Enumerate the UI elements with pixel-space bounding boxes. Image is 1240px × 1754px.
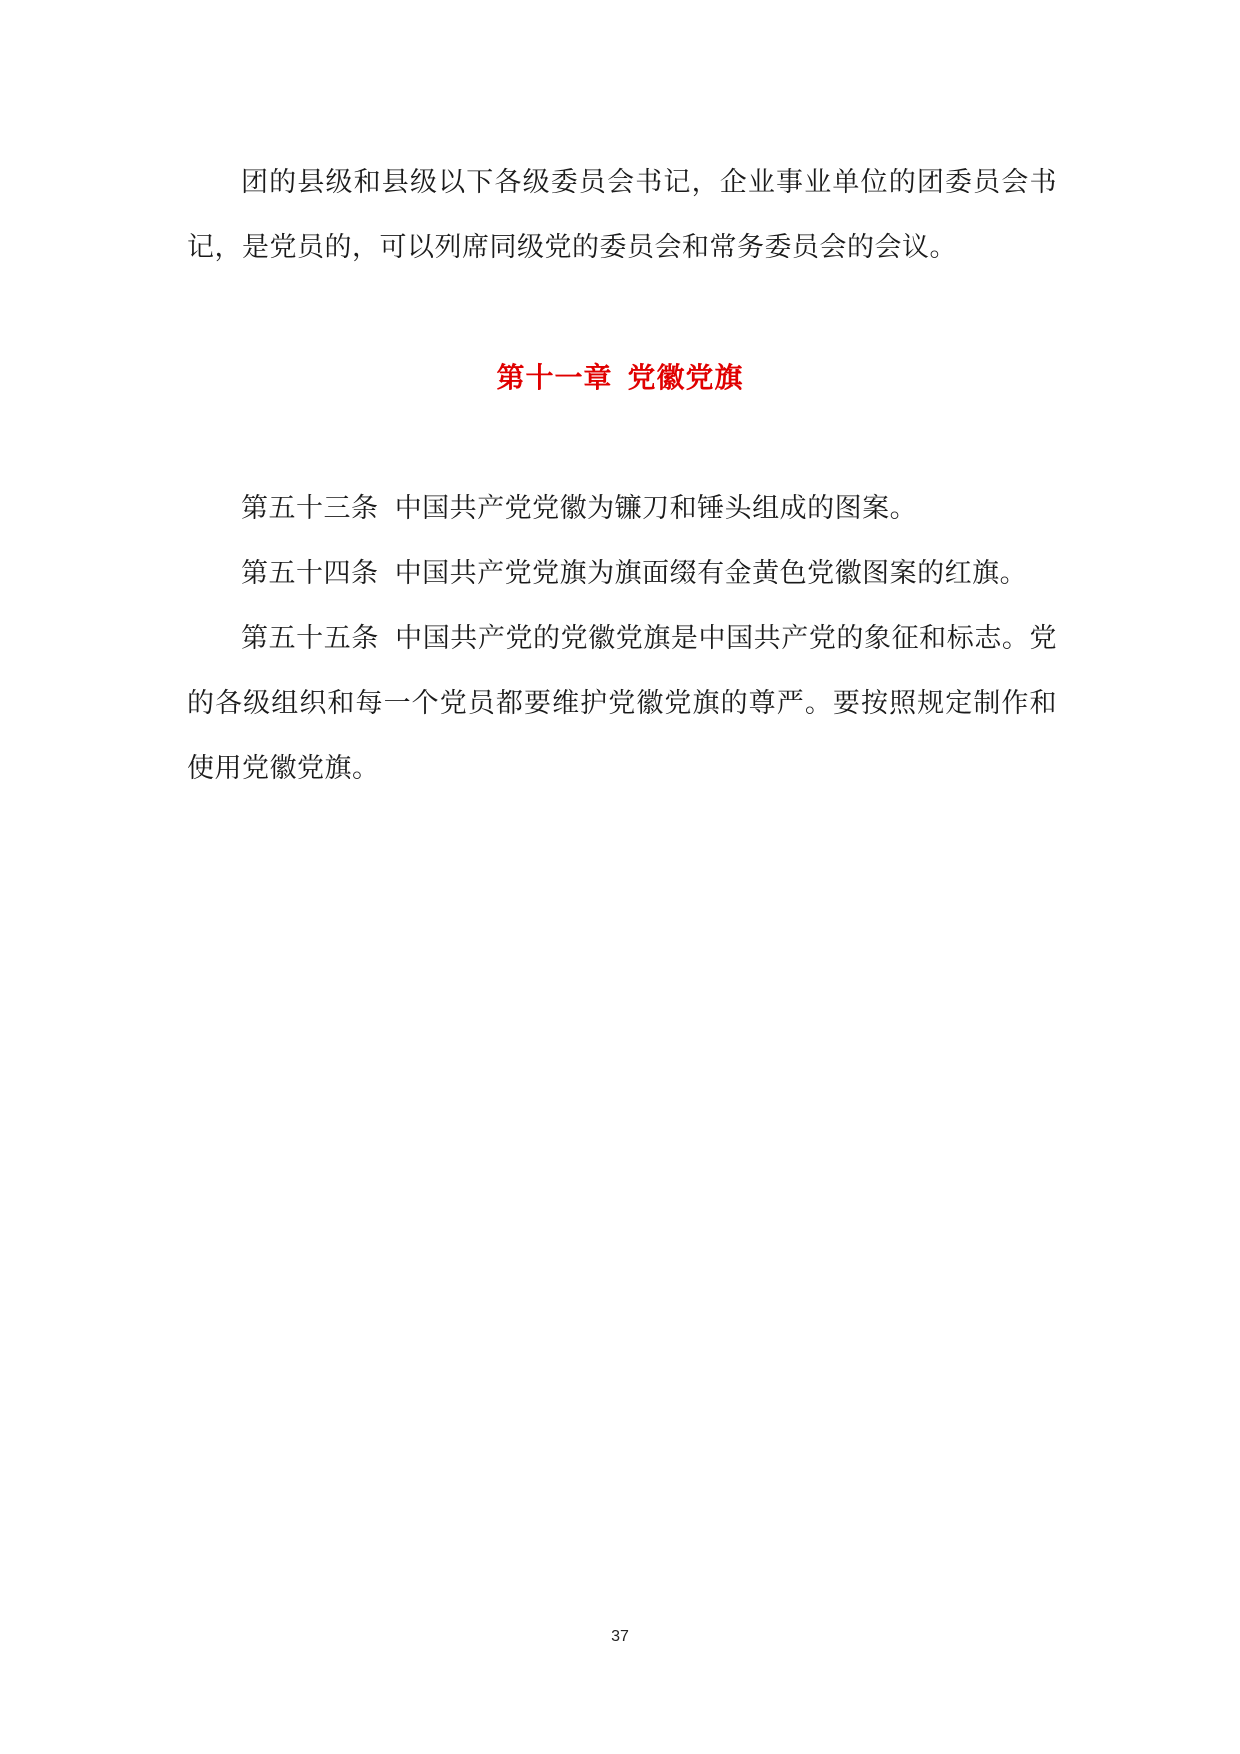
continuation-paragraph-block — [187, 150, 1057, 280]
article-53 — [187, 476, 1057, 541]
chapter-title: 党徽党旗 — [627, 361, 744, 394]
articles-block — [187, 476, 1057, 801]
article-55 — [187, 606, 1057, 801]
article-text: 中国共产党党旗为旗面缀有金黄色党徽图案的红旗。 — [394, 558, 1028, 589]
article-number: 第五十四条 — [241, 558, 379, 589]
chapter-heading — [0, 356, 1240, 396]
article-text: 中国共产党党徽为镰刀和锤头组成的图案。 — [394, 493, 918, 524]
article-number: 第五十三条 — [241, 493, 379, 524]
continuation-paragraph: 团的县级和县级以下各级委员会书记，企业事业单位的团委员会书记，是党员的，可以列席同级党的委员会和常务委员会的会议。 — [187, 167, 1057, 263]
article-text: 中国共产党的党徽党旗是中国共产党的象征和标志。党的各级组织和每一个党员都要维护党徽党旗的尊严。要按照规定制作和使用党徽党旗。 — [187, 623, 1058, 784]
page-number: 37 — [611, 1628, 629, 1645]
article-number: 第五十五条 — [241, 623, 379, 654]
article-54 — [187, 541, 1057, 606]
chapter-number: 第十一章 — [496, 361, 613, 394]
